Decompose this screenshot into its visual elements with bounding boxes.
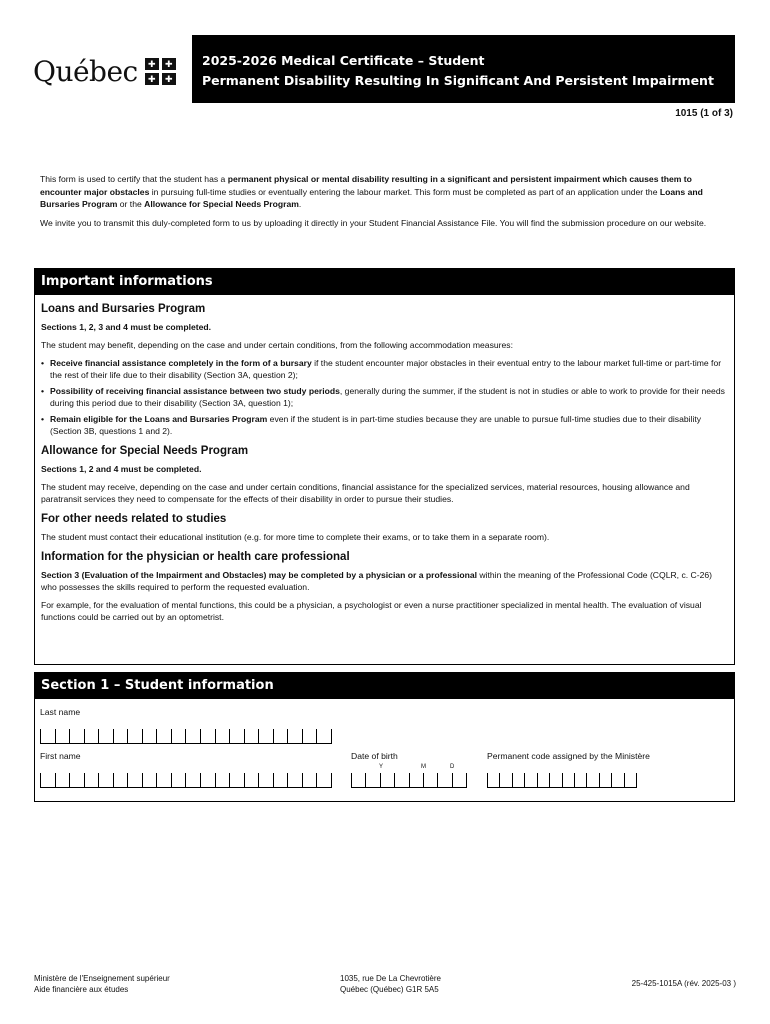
first-name-label: First name [40, 751, 81, 761]
physician-paragraph-1: Section 3 (Evaluation of the Impairment and Obstacles) may be completed by a physician or a professional within the meaning of the Professional Code (CQLR, c. C-26) who possesses the skills required to perform the requested evaluation. [41, 570, 713, 592]
form-title: 2025-2026 Medical Certificate – Student [202, 53, 485, 68]
permanent-code-label: Permanent code assigned by the Ministère [487, 751, 650, 761]
intro-paragraph-2: We invite you to transmit this duly-completed form to us by uploading it directly in your Student Financial Assistance File. You will find the submission procedure on our website. [40, 217, 707, 228]
intro-text [40, 173, 732, 235]
intro-paragraph-1: This form is used to certify that the student has a permanent physical or mental disability resulting in a significant and persistent impairment which causes them to encounter major obstacles in pursuing full-time studies or eventually entering the labour market. This form must be completed as part of an application under the Loans and Bursaries Program or the Allowance for Special Needs Program. [40, 174, 703, 209]
last-name-field[interactable] [40, 729, 332, 744]
first-name-field[interactable] [40, 773, 332, 788]
logo-text: Québec [33, 54, 138, 88]
allowance-text: The student may receive, depending on the case and under certain conditions, financial assistance for the specialized services, material resources, housing allowance and paratransit services they need to compensate for the effects of their disability in order to pursue their studies. [41, 482, 690, 504]
important-informations-box [34, 268, 735, 665]
other-needs-title: For other needs related to studies [41, 513, 227, 525]
allowance-program-title: Allowance for Special Needs Program [41, 445, 249, 457]
page-number: 1015 (1 of 3) [675, 108, 733, 119]
form-subtitle: Permanent Disability Resulting In Significant And Persistent Impairment [202, 73, 714, 88]
loans-program-title: Loans and Bursaries Program [41, 303, 206, 315]
allowance-sections: Sections 1, 2 and 4 must be completed. [41, 464, 202, 474]
list-item: • Possibility of receiving financial assistance between two study periods, generally during the summer, if the student is not in studies or able to work to provide for their needs during this period due to their disability (Section 3A, question 1); [41, 386, 725, 408]
list-item: • Remain eligible for the Loans and Bursaries Program even if the student is in part-time studies because they are unable to pursue full-time studies due to their disability (Section 3B, questions 1 and 2). [41, 414, 702, 436]
footer-address: 1035, rue De La Chevrotière Québec (Québec) G1R 5A5 [340, 974, 441, 994]
last-name-label: Last name [40, 707, 81, 717]
section-1-heading: Section 1 – Student information [35, 673, 734, 699]
date-of-birth-label: Date of birth [351, 751, 398, 761]
dob-day-label: D [450, 764, 455, 770]
quebec-logo [33, 54, 176, 88]
physician-info-title: Information for the physician or health care professional [41, 551, 350, 563]
physician-paragraph-2: For example, for the evaluation of mental functions, this could be a physician, a psychologist or even a nurse practitioner specialized in mental health. The evaluation of visual functions could be carried out by an optometrist. [41, 600, 702, 622]
loans-sections: Sections 1, 2, 3 and 4 must be completed. [41, 322, 212, 332]
list-item: • Receive financial assistance completely in the form of a bursary if the student encounter major obstacles in their eventual entry to the labour market full-time or part-time for the rest of their life due to their disability (Section 3A, question 2); [41, 358, 722, 380]
footer-ministry: Ministère de l'Enseignement supérieur Aide financière aux études [34, 974, 170, 994]
permanent-code-field[interactable] [487, 773, 637, 788]
section-1-box [34, 672, 735, 802]
fleur-de-lis-icon: ✚ ✚ ✚ ✚ [145, 58, 176, 85]
other-needs-text: The student must contact their educational institution (e.g. for more time to complete their exams, or to take them in a separate room). [41, 532, 550, 542]
date-of-birth-field[interactable] [351, 773, 467, 788]
dob-month-label: M [421, 764, 426, 770]
form-title-bar [192, 35, 735, 103]
footer-form-code: 25-425-1015A (rév. 2025-03 ) [631, 979, 736, 988]
important-heading: Important informations [35, 269, 734, 295]
loans-lead: The student may benefit, depending on the case and under certain conditions, from the following accommodation measures: [41, 340, 513, 350]
dob-year-label: Y [379, 764, 384, 770]
